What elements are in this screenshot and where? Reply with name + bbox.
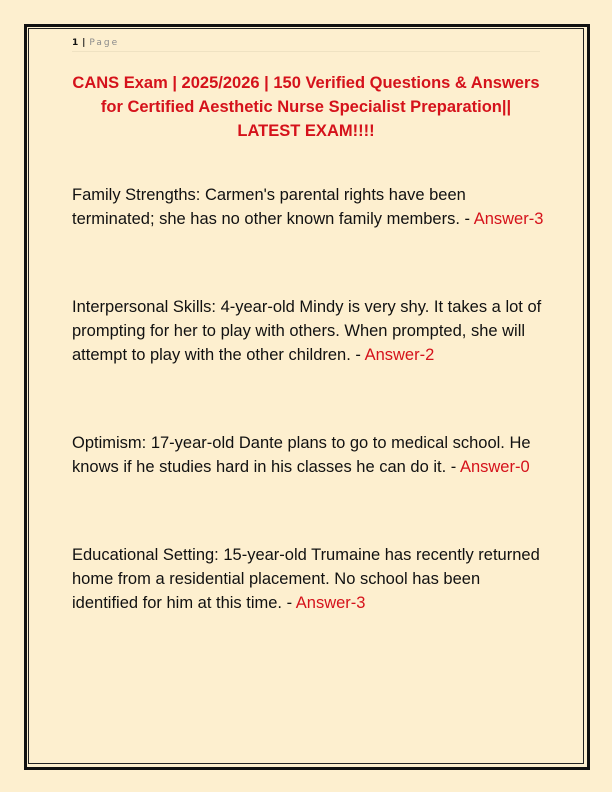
question-text: Educational Setting: 15-year-old Trumaine has recently returned home from a residential placement. No school has been identified for him at this time. - <box>72 546 540 612</box>
question-item <box>72 295 550 367</box>
page-header <box>72 37 540 52</box>
question-item <box>72 183 550 231</box>
question-item <box>72 543 550 615</box>
page-number: 1 <box>72 38 79 48</box>
page-separator: | <box>82 38 86 48</box>
document-title: CANS Exam | 2025/2026 | 150 Verified Questions & Answers for Certified Aesthetic Nurse Specialist Preparation|| LATEST EXAM!!!! <box>72 74 540 140</box>
answer-text: Answer-3 <box>295 594 366 612</box>
question-text: Optimism: 17-year-old Dante plans to go to medical school. He knows if he studies hard in his classes he can do it. - <box>72 434 531 476</box>
question-text: Interpersonal Skills: 4-year-old Mindy is very shy. It takes a lot of prompting for her to play with others. When prompted, she will attempt to play with the other children. - <box>72 298 542 364</box>
answer-text: Answer-3 <box>473 210 544 228</box>
answer-text: Answer-2 <box>364 346 435 364</box>
answer-text: Answer-0 <box>459 458 530 476</box>
question-text: Family Strengths: Carmen's parental rights have been terminated; she has no other known family members. - <box>72 186 474 228</box>
question-item <box>72 431 550 479</box>
page-label: Page <box>89 38 120 48</box>
